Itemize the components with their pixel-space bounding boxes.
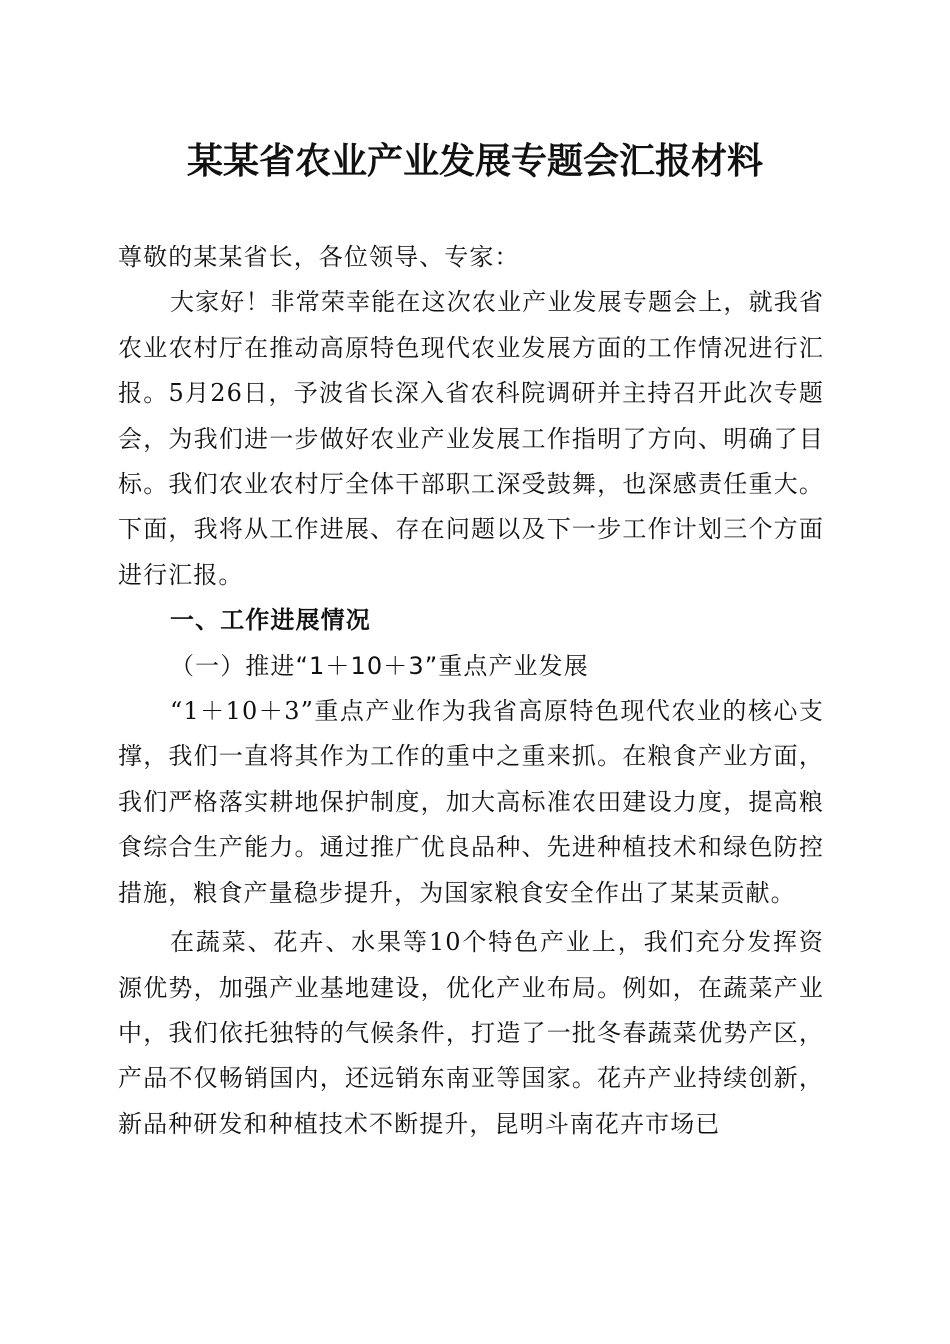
intro-paragraph: 大家好！非常荣幸能在这次农业产业发展专题会上，就我省农业农村厅在推动高原特色现代农业发展方面的工作情况进行汇报。5月26日，予波省长深入省农科院调研并主持召开此次专题会，为我们进一步做好农业产业发展工作指明了方向、明确了目标。我们农业农村厅全体干部职工深受鼓舞，也深感责任重大。下面，我将从工作进展、存在问题以及下一步工作计划三个方面进行汇报。 bbox=[118, 288, 824, 589]
body-paragraph: “1＋10＋3”重点产业作为我省高原特色现代农业的核心支撑，我们一直将其作为工作的重中之重来抓。在粮食产业方面，我们严格落实耕地保护制度，加大高标准农田建设力度，提高粮食综合生产能力。通过推广优良品种、先进种植技术和绿色防控措施，粮食产量稳步提升，为国家粮食安全作出了某某贡献。 bbox=[118, 697, 824, 907]
document-body bbox=[118, 235, 824, 1147]
document-title: 某某省农业产业发展专题会汇报材料 bbox=[186, 140, 763, 182]
body-paragraph: 在蔬菜、花卉、水果等10个特色产业上，我们充分发挥资源优势，加强产业基地建设，优化产业布局。例如，在蔬菜产业中，我们依托独特的气候条件，打造了一批冬春蔬菜优势产区，产品不仅畅销国内，还远销东南亚等国家。花卉产业持续创新，新品种研发和种植技术不断提升，昆明斗南花卉市场已 bbox=[118, 928, 824, 1138]
salutation: 尊敬的某某省长，各位领导、专家： bbox=[118, 243, 520, 271]
section-heading-work-progress: 一、工作进展情况 bbox=[170, 606, 371, 635]
subsection-heading-key-industries: （一）推进“1＋10＋3”重点产业发展 bbox=[170, 651, 589, 680]
